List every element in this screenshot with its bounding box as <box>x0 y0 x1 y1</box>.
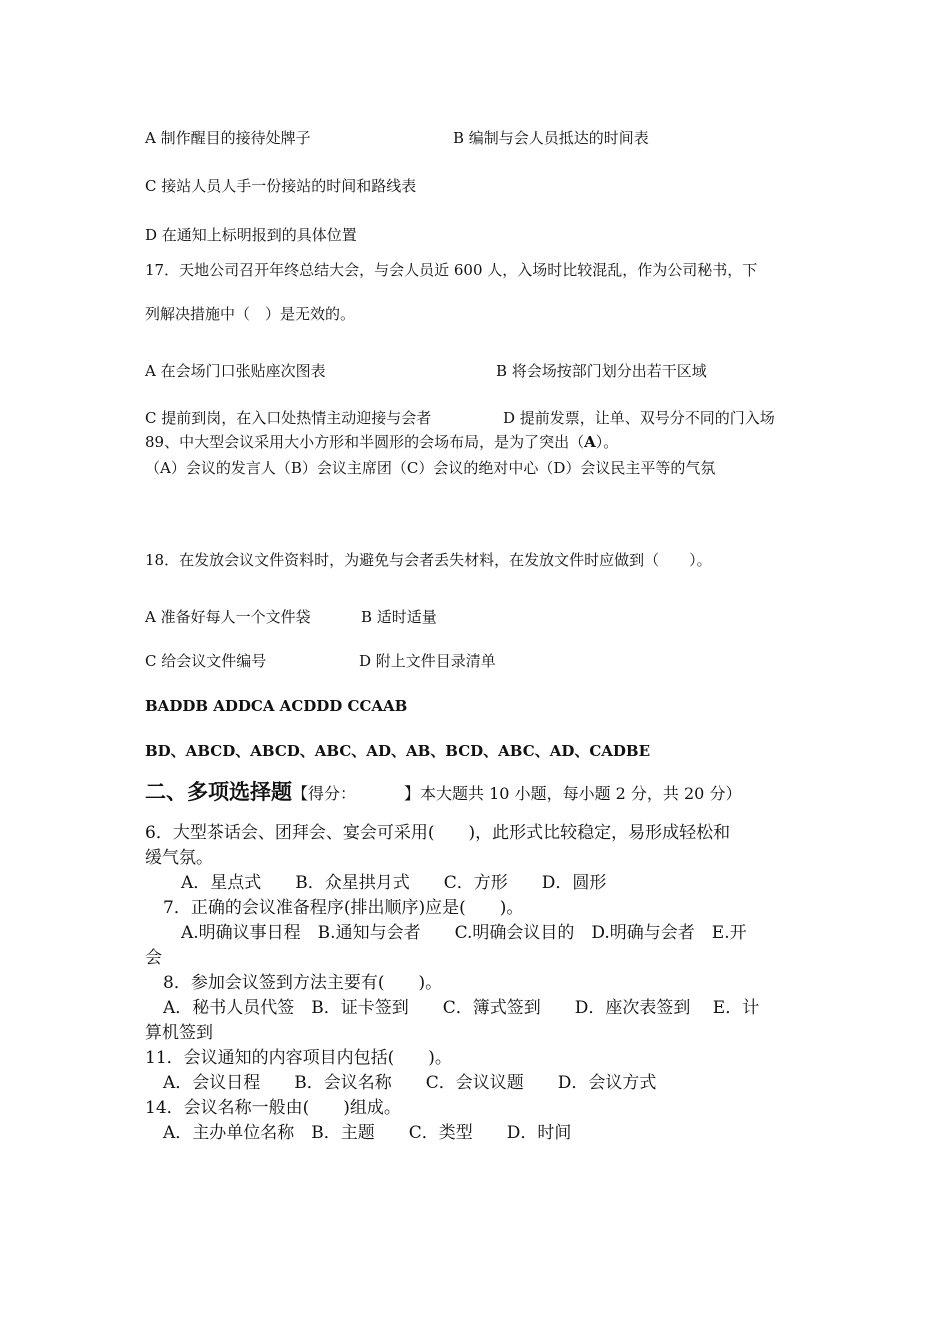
answer-key-multi: BD、ABCD、ABCD、ABC、AD、AB、BCD、ABC、AD、CADBE <box>145 742 651 760</box>
q17-stem-line1: 17．天地公司召开年终总结大会，与会人员近 600 人，入场时比较混乱，作为公司秘书，下 <box>145 261 758 279</box>
section-description: 本大题共 10 小题，每小题 2 分，共 20 分） <box>420 784 742 803</box>
q7-options-line1: A.明确议事日程 B.通知与会者 C.明确会议目的 D.明确与会者 E.开 <box>181 923 747 943</box>
q16-option-a: A 制作醒目的接待处牌子 <box>145 129 311 147</box>
q89-options: （A）会议的发言人（B）会议主席团（C）会议的绝对中心（D）会议民主平等的气氛 <box>145 459 716 477</box>
answer-key-single: BADDB ADDCA ACDDD CCAAB <box>145 697 408 715</box>
q89-answer: A <box>584 433 596 451</box>
q6-options: A．星点式 B．众星拱月式 C．方形 D．圆形 <box>181 873 607 893</box>
q89-stem <box>145 432 618 452</box>
q16-option-d: D 在通知上标明报到的具体位置 <box>145 226 357 244</box>
q7-stem: 7．正确的会议准备程序(排出顺序)应是( )。 <box>163 898 524 918</box>
q18-stem: 18．在发放会议文件资料时，为避免与会者丢失材料，在发放文件时应做到（ ）。 <box>145 551 712 569</box>
q14-stem: 14．会议名称一般由( )组成。 <box>145 1098 401 1118</box>
q89-stem-close: ）。 <box>595 433 619 451</box>
q14-options: A．主办单位名称 B．主题 C．类型 D．时间 <box>163 1123 572 1143</box>
q11-options: A．会议日程 B．会议名称 C．会议议题 D．会议方式 <box>163 1073 657 1093</box>
q17-option-c: C 提前到岗，在入口处热情主动迎接与会者 <box>145 409 432 427</box>
section-title: 二、多项选择题 <box>145 780 292 804</box>
q18-option-b: B 适时适量 <box>361 608 437 626</box>
q17-option-a: A 在会场门口张贴座次图表 <box>145 362 326 380</box>
q17-stem-line2: 列解决措施中（ ）是无效的。 <box>145 305 356 323</box>
q6-stem-line2: 缓气氛。 <box>145 848 213 868</box>
q16-option-b: B 编制与会人员抵达的时间表 <box>453 129 649 147</box>
q18-option-d: D 附上文件目录清单 <box>359 652 496 670</box>
q11-stem: 11．会议通知的内容项目内包括( )。 <box>145 1048 452 1068</box>
q18-option-c: C 给会议文件编号 <box>145 652 267 670</box>
q16-option-c: C 接站人员人手一份接站的时间和路线表 <box>145 177 417 195</box>
section-score-label: 【得分： <box>292 784 357 803</box>
q89-stem-text: 89、中大型会议采用大小方形和半圆形的会场布局，是为了突出（ <box>145 433 585 451</box>
q17-option-d: D 提前发票，让单、双号分不同的门入场 <box>503 409 775 427</box>
q8-stem: 8．参加会议签到方法主要有( )。 <box>163 973 443 993</box>
section-heading <box>145 777 741 809</box>
q8-options-line2: 算机签到 <box>145 1023 213 1043</box>
q6-stem-line1: 6．大型茶话会、团拜会、宴会可采用( )，此形式比较稳定，易形成轻松和 <box>145 823 731 843</box>
q8-options-line1: A．秘书人员代签 B．证卡签到 C．簿式签到 D．座次表签到 E．计 <box>163 998 760 1018</box>
q18-option-a: A 准备好每人一个文件袋 <box>145 608 311 626</box>
q17-option-b: B 将会场按部门划分出若干区域 <box>496 362 707 380</box>
section-score-close: 】 <box>404 784 421 803</box>
q7-options-line2: 会 <box>145 948 162 968</box>
